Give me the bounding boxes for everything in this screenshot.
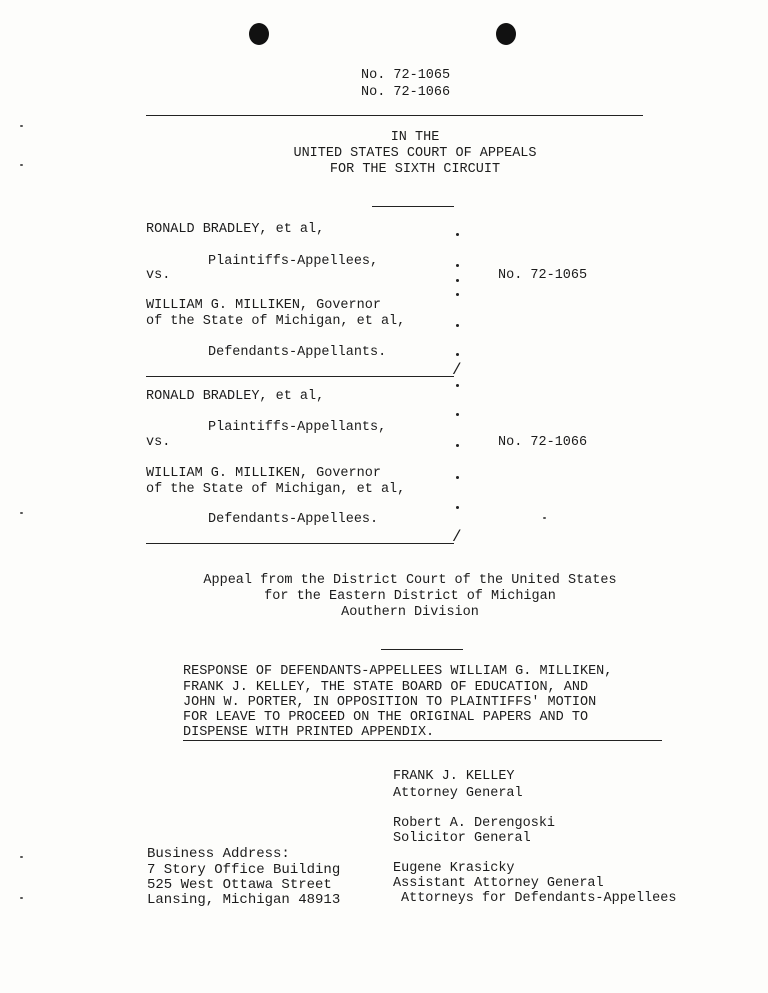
case1-vs: vs. xyxy=(146,268,171,283)
case1-rule xyxy=(146,376,454,377)
case1-defendant-line2: of the State of Michigan, et al, xyxy=(146,314,406,329)
caption-dot xyxy=(456,353,459,356)
header-rule xyxy=(146,115,643,116)
response-line-4: FOR LEAVE TO PROCEED ON THE ORIGINAL PAPERS AND TO xyxy=(183,710,589,725)
business-address-label: Business Address: xyxy=(147,846,290,862)
case1-plaintiff: RONALD BRADLEY, et al, xyxy=(146,222,325,237)
case2-defendant-role: Defendants-Appellees. xyxy=(208,512,379,527)
caption-dot xyxy=(456,476,459,479)
business-address-line-1: 7 Story Office Building xyxy=(147,862,341,878)
scan-speck xyxy=(20,512,23,514)
case2-rule xyxy=(146,543,454,544)
case2-defendant-line2: of the State of Michigan, et al, xyxy=(146,482,406,497)
caption-dot xyxy=(456,506,459,509)
case2-plaintiff-role: Plaintiffs-Appellants, xyxy=(208,420,387,435)
attorney-general-name: FRANK J. KELLEY xyxy=(393,769,515,784)
docket-number-2: No. 72-1066 xyxy=(361,85,451,100)
case2-number: No. 72-1066 xyxy=(498,435,588,450)
case2-slash: / xyxy=(452,528,462,546)
docket-number-1: No. 72-1065 xyxy=(361,68,451,83)
caption-dot xyxy=(456,413,459,416)
caption-dot xyxy=(456,264,459,267)
assistant-ag-name: Eugene Krasicky xyxy=(393,861,515,876)
case1-plaintiff-role: Plaintiffs-Appellees, xyxy=(208,254,379,269)
response-line-2: FRANK J. KELLEY, THE STATE BOARD OF EDUCATION, AND xyxy=(183,680,589,695)
response-line-3: JOHN W. PORTER, IN OPPOSITION TO PLAINTIFFS' MOTION xyxy=(183,695,597,710)
business-address-line-2: 525 West Ottawa Street xyxy=(147,877,332,893)
response-line-5: DISPENSE WITH PRINTED APPENDIX. xyxy=(183,725,435,740)
caption-dot xyxy=(456,324,459,327)
caption-dot xyxy=(456,279,459,282)
scan-speck xyxy=(543,517,546,519)
caption-dot xyxy=(456,384,459,387)
appeal-short-rule xyxy=(381,649,463,650)
scan-speck xyxy=(20,856,23,858)
appeal-line-3: Aouthern Division xyxy=(341,605,479,620)
punch-hole-left xyxy=(249,23,269,45)
attorney-general-title: Attorney General xyxy=(393,786,523,801)
scan-speck xyxy=(20,164,23,166)
assistant-ag-title: Assistant Attorney General xyxy=(393,876,604,891)
case1-defendant-role: Defendants-Appellants. xyxy=(208,345,387,360)
solicitor-general-title: Solicitor General xyxy=(393,831,531,846)
response-rule xyxy=(183,740,662,741)
case2-vs: vs. xyxy=(146,435,171,450)
case1-slash: / xyxy=(452,361,462,379)
case1-number: No. 72-1065 xyxy=(498,268,588,283)
court-line-1: IN THE xyxy=(390,130,440,145)
court-line-3: FOR THE SIXTH CIRCUIT xyxy=(329,162,501,177)
response-line-1: RESPONSE OF DEFENDANTS-APPELLEES WILLIAM G. MILLIKEN, xyxy=(183,664,613,679)
business-address-line-3: Lansing, Michigan 48913 xyxy=(147,892,341,908)
case1-defendant-line1: WILLIAM G. MILLIKEN, Governor xyxy=(146,298,381,313)
caption-dot xyxy=(456,233,459,236)
appeal-line-2: for the Eastern District of Michigan xyxy=(264,589,556,604)
caption-dot xyxy=(456,293,459,296)
case2-defendant-line1: WILLIAM G. MILLIKEN, Governor xyxy=(146,466,381,481)
solicitor-general-name: Robert A. Derengoski xyxy=(393,816,556,831)
scan-speck xyxy=(20,125,23,127)
caption-dot xyxy=(456,444,459,447)
appeal-line-1: Appeal from the District Court of the United States xyxy=(203,573,617,588)
heading-short-rule xyxy=(372,206,454,207)
scan-speck xyxy=(20,897,23,899)
court-line-2: UNITED STATES COURT OF APPEALS xyxy=(293,146,537,161)
case2-plaintiff: RONALD BRADLEY, et al, xyxy=(146,389,325,404)
attorneys-for: Attorneys for Defendants-Appellees xyxy=(401,891,677,906)
punch-hole-right xyxy=(496,23,516,45)
